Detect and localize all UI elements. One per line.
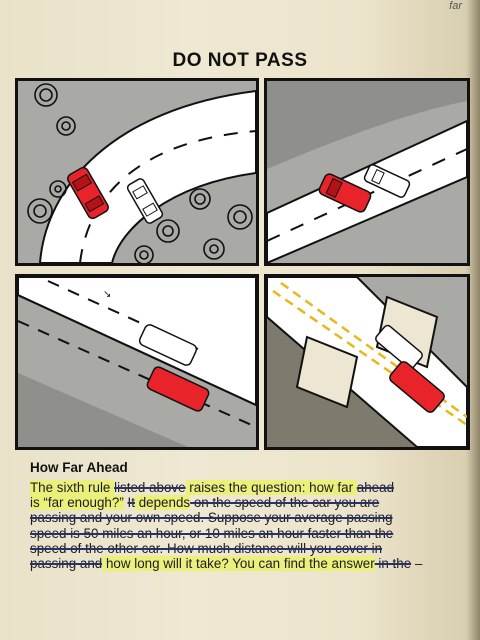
- highlighted-text: raises the question: how far: [185, 480, 357, 495]
- struck-text: It: [127, 495, 135, 511]
- struck-text: in the: [374, 556, 412, 572]
- paragraph-line: [30, 510, 470, 525]
- paragraph-line: [30, 495, 470, 510]
- struck-text: on the speed of the car you are: [190, 495, 380, 511]
- paragraph-line: [30, 556, 470, 571]
- struck-text: listed above: [114, 480, 186, 495]
- highlighted-text: The sixth rule: [30, 480, 115, 495]
- struck-text: speed is 50 miles an hour, or 10 miles an hour faster than the: [30, 525, 394, 541]
- plain-text: –: [411, 556, 423, 572]
- paragraph-line: [30, 480, 470, 495]
- illustration-curve-road: [15, 78, 259, 266]
- svg-text:↘: ↘: [103, 289, 112, 300]
- page-title: DO NOT PASS: [172, 50, 308, 71]
- struck-text: passing and: [30, 556, 103, 572]
- illustration-hill-road: [264, 78, 470, 266]
- highlighted-text: is “far enough?”: [30, 495, 124, 511]
- body-paragraph: [30, 480, 470, 571]
- highlighted-text: how long will it take? You can find the answer: [102, 556, 375, 572]
- struck-text: speed of the other car. How much distance will you cover in: [30, 540, 383, 556]
- struck-text: ahead: [356, 480, 395, 495]
- paragraph-line: [30, 526, 470, 541]
- section-heading: How Far Ahead: [30, 460, 128, 475]
- paragraph-line: [30, 541, 470, 556]
- highlighted-text: depends: [134, 495, 191, 511]
- illustration-bridge: [264, 274, 470, 450]
- corner-text: far: [449, 0, 462, 12]
- illustration-intersection: [15, 274, 259, 450]
- struck-text: passing and your own speed. Suppose your average passing: [30, 510, 393, 526]
